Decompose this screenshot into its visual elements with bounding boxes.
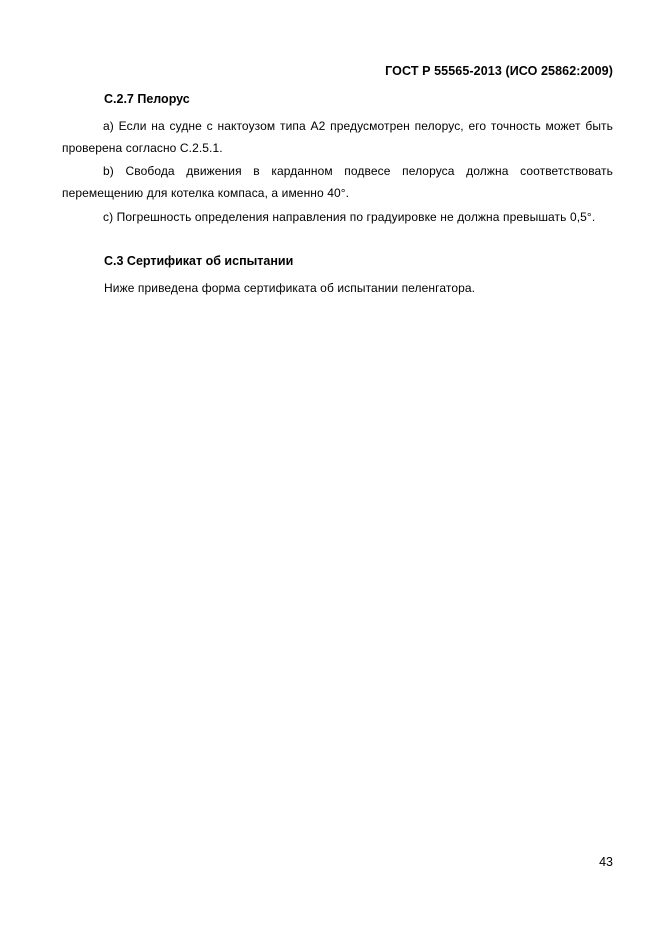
section-heading-c27: C.2.7 Пелорус [104, 92, 190, 106]
paragraph-c27-a: a) Если на судне с нактоузом типа А2 предусмотрен пелорус, его точность может быть проверена согласно С.2.5.1. [62, 119, 613, 155]
paragraph-c3: Ниже приведена форма сертификата об испытании пеленгатора. [104, 281, 476, 295]
paragraph-c27-b: b) Свобода движения в карданном подвесе пелоруса должна соответствовать перемещению для котелка компаса, а именно 40°. [62, 164, 613, 200]
page-header: ГОСТ Р 55565-2013 (ИСО 25862:2009) [385, 64, 613, 78]
paragraph-c27-c: c) Погрешность определения направления по градуировке не должна превышать 0,5°. [103, 210, 596, 224]
page-number: 43 [599, 855, 613, 869]
section-heading-c3: С.3 Сертификат об испытании [104, 254, 294, 268]
